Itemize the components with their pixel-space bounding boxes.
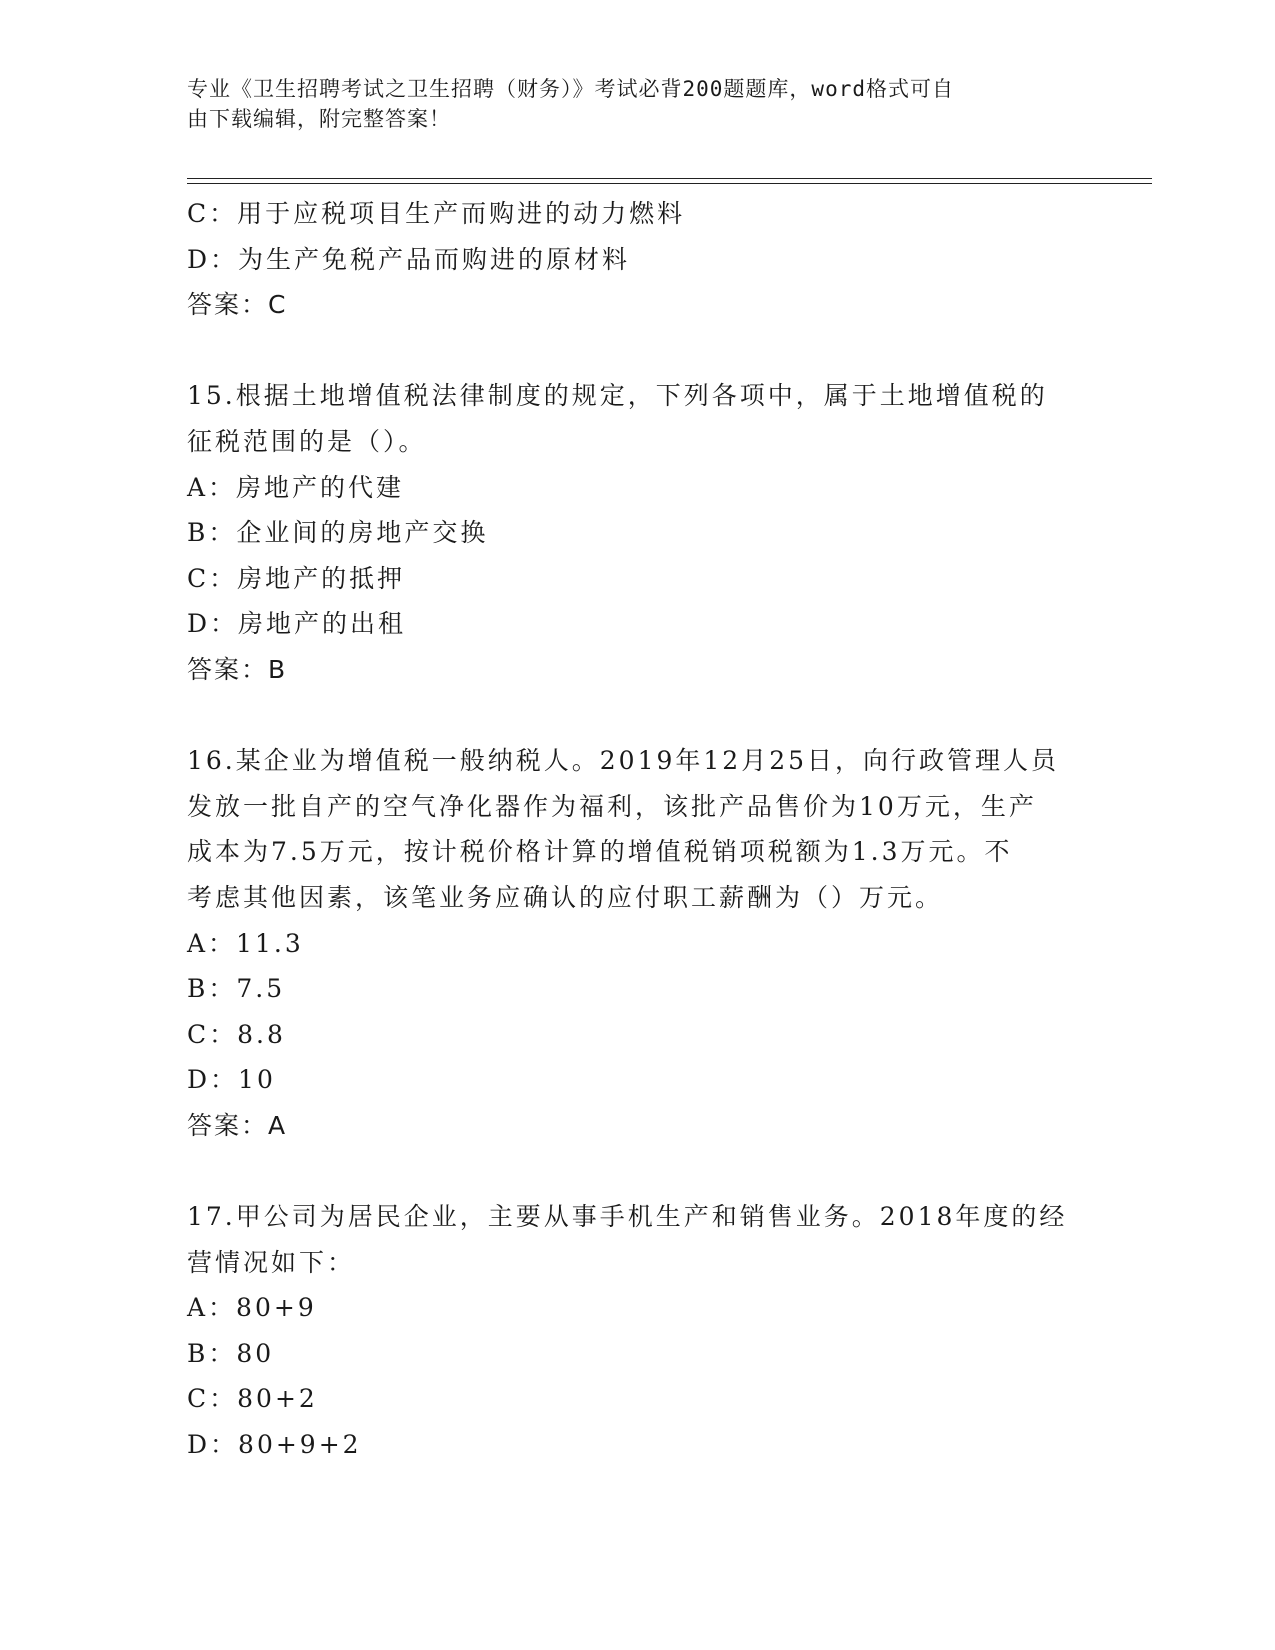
q14-option-d: D：为生产免税产品而购进的原材料 <box>187 244 631 274</box>
q16-stem-line-4: 考虑其他因素，该笔业务应确认的应付职工薪酬为（）万元。 <box>187 882 944 912</box>
question-15 <box>187 373 1087 692</box>
q15-stem-line-2: 征税范围的是（）。 <box>187 426 427 456</box>
header-title-line-2: 由下载编辑，附完整答案！ <box>187 107 451 131</box>
header-divider-top <box>187 178 1152 179</box>
q15-option-d: D：房地产的出租 <box>187 609 407 639</box>
q15-option-a: A：房地产的代建 <box>187 472 405 502</box>
question-list <box>187 191 1087 1468</box>
q17-stem-line-2: 营情况如下： <box>187 1247 356 1277</box>
question-14-continued <box>187 191 1087 328</box>
question-17 <box>187 1194 1087 1468</box>
q14-answer: 答案：C <box>187 290 288 320</box>
question-16 <box>187 738 1087 1148</box>
q17-option-d: D：80+9+2 <box>187 1430 362 1460</box>
q16-option-a: A：11.3 <box>187 928 304 958</box>
q15-answer: 答案：B <box>187 654 288 684</box>
q16-stem-line-1: 16.某企业为增值税一般纳税人。2019年12月25日，向行政管理人员 <box>187 746 1060 776</box>
q16-stem-line-3: 成本为7.5万元，按计税价格计算的增值税销项税额为1.3万元。不 <box>187 837 1013 867</box>
q16-option-d: D：10 <box>187 1065 276 1095</box>
q16-stem-line-2: 发放一批自产的空气净化器作为福利，该批产品售价为10万元，生产 <box>187 791 1037 821</box>
q17-option-b: B：80 <box>187 1338 275 1368</box>
q17-option-c: C：80+2 <box>187 1384 318 1414</box>
q17-stem-line-1: 17.甲公司为居民企业，主要从事手机生产和销售业务。2018年度的经 <box>187 1202 1068 1232</box>
header-divider-bottom <box>187 183 1152 184</box>
q16-option-c: C：8.8 <box>187 1019 286 1049</box>
spacer <box>187 1148 1087 1194</box>
q15-stem-line-1: 15.根据土地增值税法律制度的规定，下列各项中，属于土地增值税的 <box>187 381 1048 411</box>
q16-answer: 答案：A <box>187 1110 288 1140</box>
spacer <box>187 328 1087 374</box>
q15-option-c: C：房地产的抵押 <box>187 563 406 593</box>
q15-option-b: B：企业间的房地产交换 <box>187 518 489 548</box>
header-title-line-1: 专业《卫生招聘考试之卫生招聘（财务）》考试必背200题题库，word格式可自 <box>187 77 954 101</box>
document-header <box>187 74 1067 134</box>
spacer <box>187 693 1087 739</box>
q16-option-b: B：7.5 <box>187 974 286 1004</box>
q14-option-c: C：用于应税项目生产而购进的动力燃料 <box>187 199 686 228</box>
q17-option-a: A：80+9 <box>187 1293 317 1323</box>
